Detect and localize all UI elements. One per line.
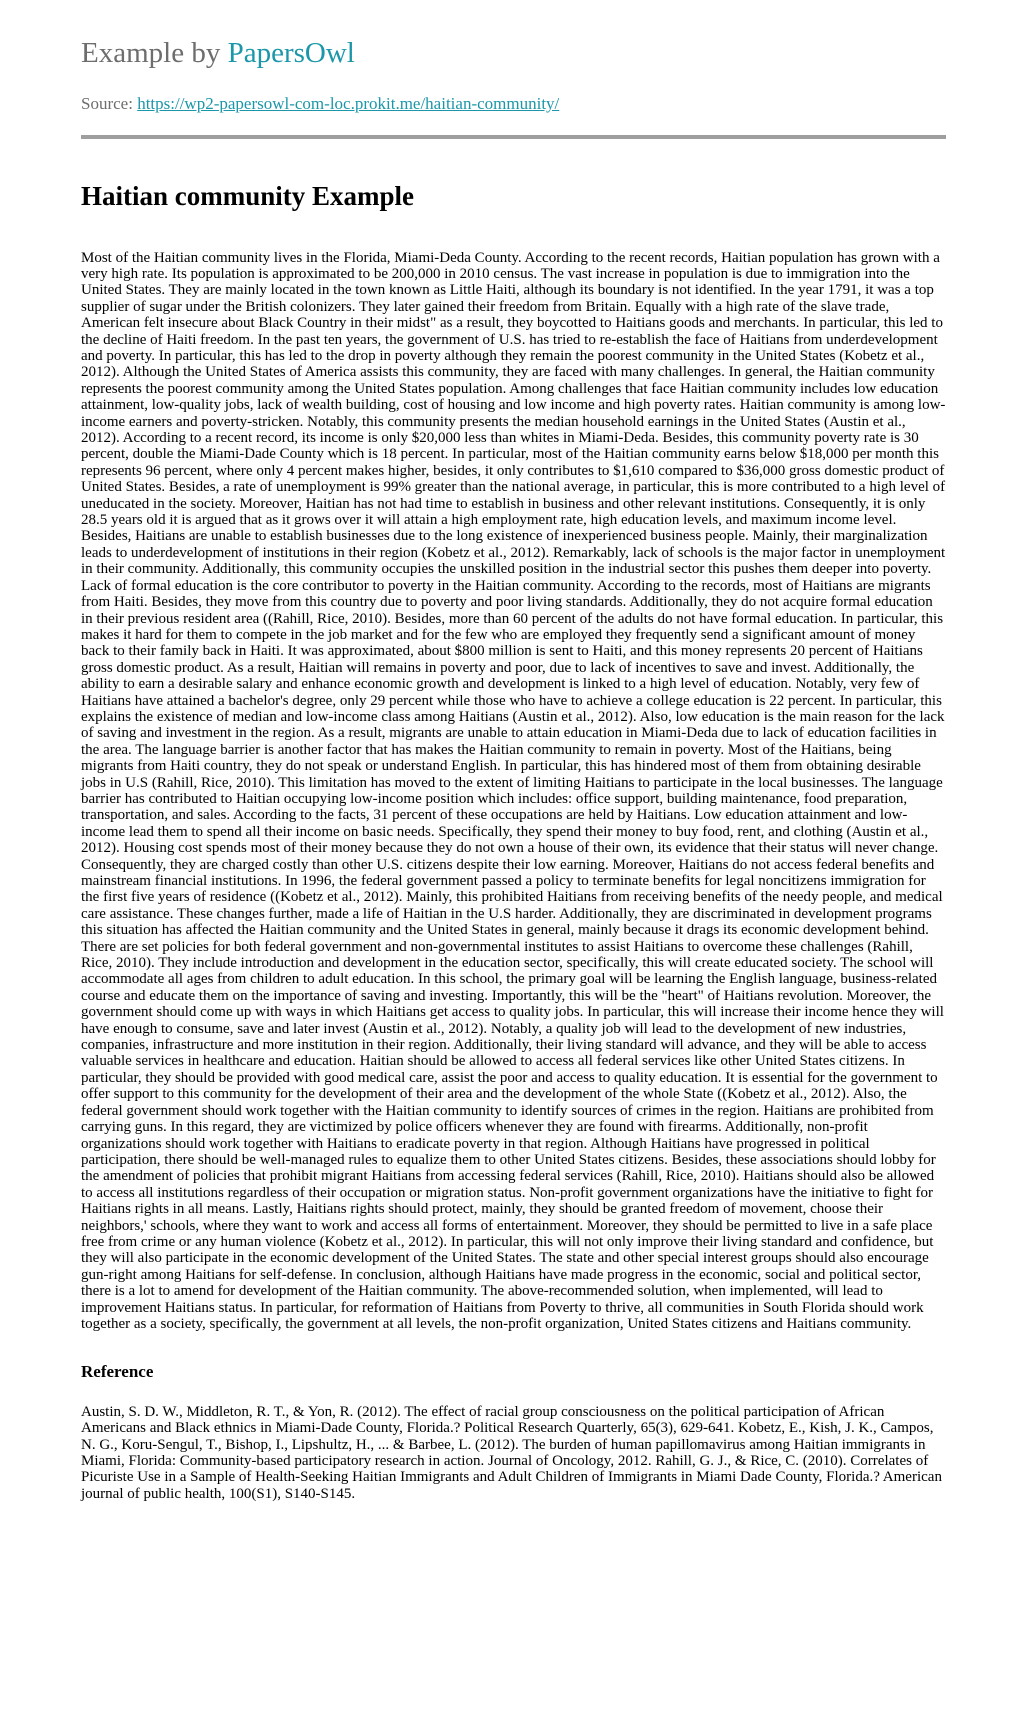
papersowl-brand-link[interactable]: PapersOwl <box>227 37 355 69</box>
article-title: Haitian community Example <box>81 181 415 212</box>
header-prefix: Example by <box>81 37 221 69</box>
header-divider <box>81 135 946 139</box>
source-line <box>81 94 946 114</box>
header-title <box>81 36 946 71</box>
article-body: Most of the Haitian community lives in the Florida, Miami-Deda County. According to the recent records, Haitian population has grown with a very high rate. Its population is approximated to be 200,000 in 2010 census. The vast increase in population is due to immigration into the United States. They are mainly located in the town known as Little Haiti, although its boundary is not identified. In the year 1791, it was a top supplier of sugar under the British colonizers. They later gained their freedom from Britain. Equally with a high rate of the slave trade, American felt insecure about Black Country in their midst" as a result, they boycotted to Haitians goods and merchants. In particular, this led to the decline of Haiti freedom. In the past ten years, the government of U.S. has tried to re-establish the face of Haitians from underdevelopment and poverty. In particular, this has led to the drop in poverty although they remain the poorest community in the United States (Kobetz et al., 2012). Although the United States of America assists this community, they are faced with many challenges. In general, the Haitian community represents the poorest community among the United States population. Among challenges that face Haitian community includes low education attainment, low-quality jobs, lack of wealth building, cost of housing and low income and high poverty rates. Haitian community is among low-income earners and poverty-stricken. Notably, this community presents the median household earnings in the United States (Austin et al., 2012). According to a recent record, its income is only $20,000 less than whites in Miami-Deda. Besides, this community poverty rate is 30 percent, double the Miami-Dade County which is 18 percent. In particular, most of the Haitian community earns below $18,000 per month this represents 96 percent, where only 4 percent makes higher, besides, it only contributes to $1,610 compared to $36,000 gross domestic product of United States. Besides, a rate of unemployment is 99% greater than the national average, in particular, this is more contributed to a high level of uneducated in the society. Moreover, Haitian has not had time to establish in business and other relevant institutions. Consequently, it is only 28.5 years old it is argued that as it grows over it will attain a high employment rate, high education levels, and maximum income level. Besides, Haitians are unable to establish businesses due to the long existence of inexperienced business people. Mainly, their marginalization leads to underdevelopment of institutions in their region (Kobetz et al., 2012). Remarkably, lack of schools is the major factor in unemployment in their community. Additionally, this community occupies the unskilled position in the industrial sector this pushes them deeper into poverty. Lack of formal education is the core contributor to poverty in the Haitian community. According to the records, most of Haitians are migrants from Haiti. Besides, they move from this country due to poverty and poor living standards. Additionally, they do not acquire formal education in their previous resident area ((Rahill, Rice, 2010). Besides, more than 60 percent of the adults do not have formal education. In particular, this makes it hard for them to compete in the job market and for the few who are employed they frequently send a significant amount of money back to their family back in Haiti. It was approximated, about $800 million is sent to Haiti, and this money represents 20 percent of Haitians gross domestic product. As a result, Haitian will remains in poverty and poor, due to lack of incentives to save and invest. Additionally, the ability to earn a desirable salary and enhance economic growth and development is linked to a high level of education. Notably, very few of Haitians have attained a bachelor's degree, only 29 percent while those who have to achieve a college education is 22 percent. In particular, this explains the existence of median and low-income class among Haitians (Austin et al., 2012). Also, low education is the main reason for the lack of saving and investment in the region. As a result, migrants are unable to attain education in Miami-Deda due to lack of education facilities in the area. The language barrier is another factor that has makes the Haitian community to remain in poverty. Most of the Haitians, being migrants from Haiti country, they do not speak or understand English. In particular, this has hindered most of them from obtaining desirable jobs in U.S (Rahill, Rice, 2010). This limitation has moved to the extent of limiting Haitians to participate in the local businesses. The language barrier has contributed to Haitian occupying low-income position which includes: office support, building maintenance, food preparation, transportation, and sales. According to the facts, 31 percent of these occupations are held by Haitians. Low education attainment and low-income lead them to spend all their income on basic needs. Specifically, they spend their money to buy food, rent, and clothing (Austin et al., 2012). Housing cost spends most of their money because they do not own a house of their own, its evidence that their status will never change. Consequently, they are charged costly than other U.S. citizens despite their low earning. Moreover, Haitians do not access federal benefits and mainstream financial institutions. In 1996, the federal government passed a policy to terminate benefits for legal noncitizens immigration for the first five years of residence ((Kobetz et al., 2012). Mainly, this prohibited Haitians from receiving benefits of the needy people, and medical care assistance. These changes further, made a life of Haitian in the U.S harder. Additionally, they are discriminated in development programs this situation has affected the Haitian community and the United States in general, mainly because it drags its economic development behind. There are set policies for both federal government and non-governmental institutes to assist Haitians to overcome these challenges (Rahill, Rice, 2010). They include introduction and development in the education sector, specifically, this will create educated society. The school will accommodate all ages from children to adult education. In this school, the primary goal will be learning the English language, business-related course and educate them on the importance of saving and investing. Importantly, this will be the "heart" of Haitians revolution. Moreover, the government should come up with ways in which Haitians get access to quality jobs. In particular, this will increase their income hence they will have enough to consume, save and later invest (Austin et al., 2012). Notably, a quality job will lead to the development of new industries, companies, infrastructure and more institution in their region. Additionally, their living standard will advance, and they will be able to access valuable services in healthcare and education. Haitian should be allowed to access all federal services like other United States citizens. In particular, they should be provided with good medical care, assist the poor and access to quality education. It is essential for the government to offer support to this community for the development of their area and the development of the whole State ((Kobetz et al., 2012). Also, the federal government should work together with the Haitian community to identify sources of crimes in the region. Haitians are prohibited from carrying guns. In this regard, they are victimized by police officers whenever they are found with firearms. Additionally, non-profit organizations should work together with Haitians to eradicate poverty in that region. Although Haitians have progressed in political participation, there should be well-managed rules to equalize them to other United States citizens. Besides, these associations should lobby for the amendment of policies that prohibit migrant Haitians from accessing federal services (Rahill, Rice, 2010). Haitians should also be allowed to access all institutions regardless of their occupation or migration status. Non-profit government organizations have the initiative to fight for Haitians rights in all means. Lastly, Haitians rights should protect, mainly, they should be granted freedom of movement, choose their neighbors,' schools, where they want to work and access all forms of entertainment. Moreover, they should be permitted to live in a safe place free from crime or any human violence (Kobetz et al., 2012). In particular, this will not only improve their living standard and confidence, but they will also participate in the economic development of the United States. The state and other special interest groups should also encourage gun-right among Haitians for self-defense. In conclusion, although Haitians have made progress in the economic, social and political sector, there is a lot to amend for development of the Haitian community. The above-recommended solution, when implemented, will lead to improvement Haitians status. In particular, for reformation of Haitians from Poverty to thrive, all communities in South Florida should work together as a society, specifically, the government at all levels, the non-profit organization, United States citizens and Haitians community. <box>81 249 946 1332</box>
page-header <box>81 36 946 139</box>
source-label: Source: <box>81 93 133 113</box>
article <box>81 180 946 1502</box>
source-url-link[interactable]: https://wp2-papersowl-com-loc.prokit.me/haitian-community/ <box>137 93 560 113</box>
reference-heading: Reference <box>81 1362 154 1382</box>
reference-list: Austin, S. D. W., Middleton, R. T., & Yon, R. (2012). The effect of racial group consciousness on the political participation of African Americans and Black ethnics in Miami-Dade County, Florida.? Political Research Quarterly, 65(3), 629-641. Kobetz, E., Kish, J. K., Campos, N. G., Koru-Sengul, T., Bishop, I., Lipshultz, H., ... & Barbee, L. (2012). The burden of human papillomavirus among Haitian immigrants in Miami, Florida: Community-based participatory research in action. Journal of Oncology, 2012. Rahill, G. J., & Rice, C. (2010). Correlates of Picuriste Use in a Sample of Health-Seeking Haitian Immigrants and Adult Children of Immigrants in Miami Dade County, Florida.? American journal of public health, 100(S1), S140-S145. <box>81 1403 942 1502</box>
